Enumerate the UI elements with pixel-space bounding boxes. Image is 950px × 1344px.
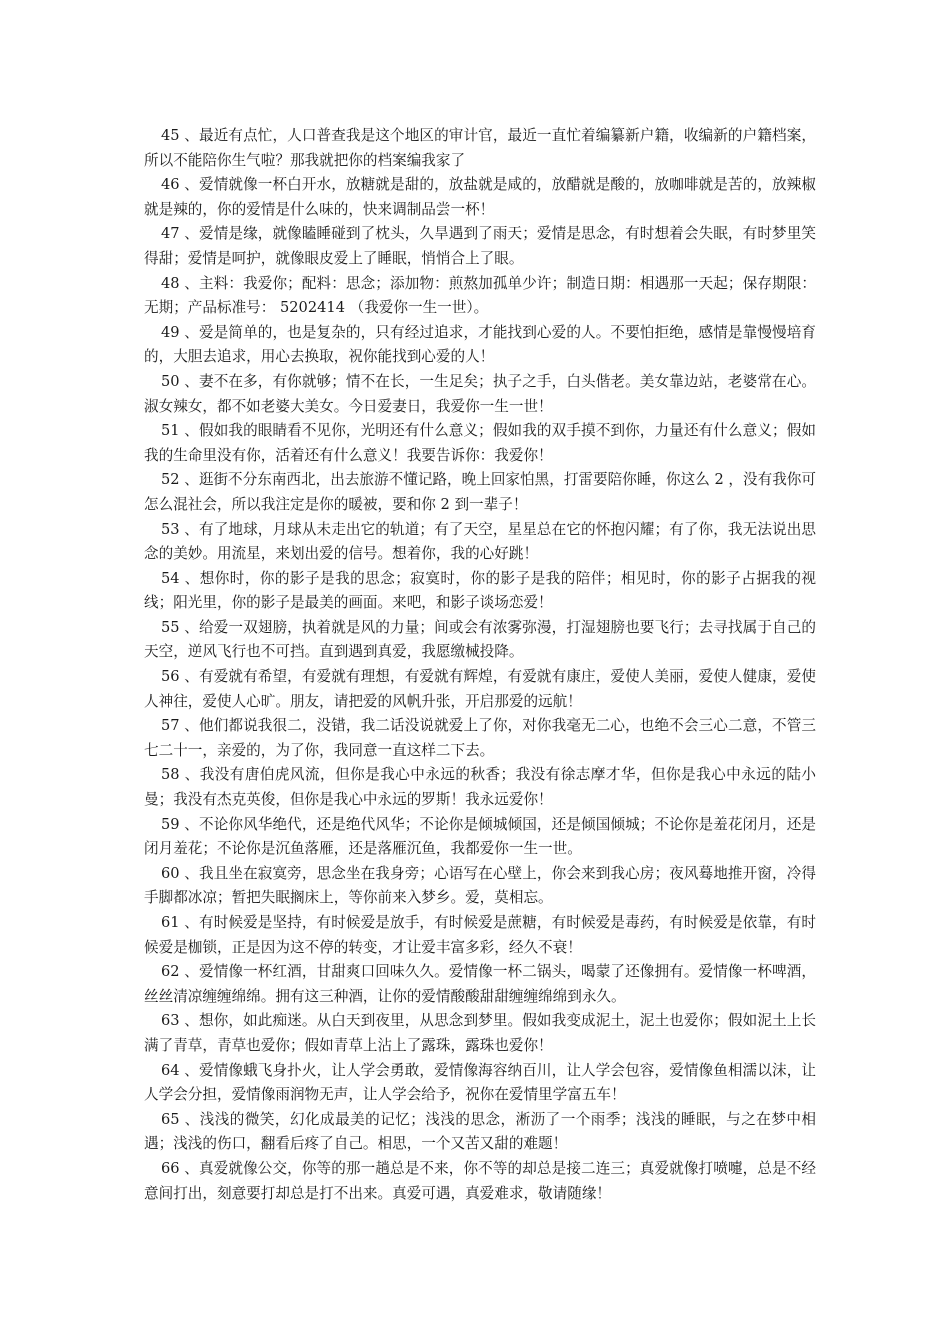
paragraph-55: 55 、给爱一双翅膀，执着就是风的力量；间或会有浓雾弥漫，打湿翅膀也要飞行；去寻找属于自己的天空，逆风飞行也不可挡。直到遇到真爱，我愿缴械投降。 [144,618,816,661]
paragraph-66: 66 、真爱就像公交，你等的那一趟总是不来，你不等的却总是接二连三；真爱就像打喷嚏，总是不经意间打出，刻意要打却总是打不出来。真爱可遇，真爱难求，敬请随缘！ [144,1159,816,1202]
paragraph-54: 54 、想你时，你的影子是我的思念；寂寞时，你的影子是我的陪伴；相见时，你的影子占据我的视线；阳光里，你的影子是最美的画面。来吧，和影子谈场恋爱！ [144,569,816,612]
paragraph-45: 45 、最近有点忙，人口普查我是这个地区的审计官，最近一直忙着编纂新户籍，收编新的户籍档案，所以不能陪你生气啦？那我就把你的档案编我家了 [144,127,816,169]
paragraph-56: 56 、有爱就有希望，有爱就有理想，有爱就有辉煌，有爱就有康庄，爱使人美丽，爱使人健康，爱使人神往，爱使人心旷。朋友，请把爱的风帆升张，开启那爱的远航！ [144,668,816,710]
paragraph-59: 59 、不论你风华绝代，还是绝代风华；不论你是倾城倾国，还是倾国倾城；不论你是羞花闭月，还是闭月羞花；不论你是沉鱼落雁，还是落雁沉鱼，我都爱你一生一世。 [144,815,816,858]
paragraph-48: 48 、主料：我爱你；配料：思念；添加物：煎熬加孤单少许；制造日期：相遇那一天起；保存期限：无期；产品标准号： 5202414 （我爱你一生一世）。 [144,274,816,317]
paragraph-60: 60 、我且坐在寂寞旁，思念坐在我身旁；心语写在心壁上，你会来到我心房；夜风蓦地推开窗，冷得手脚都冰凉；暂把失眠搁床上，等你前来入梦乡。爱，莫相忘。 [144,864,816,907]
paragraph-53: 53 、有了地球，月球从未走出它的轨道；有了天空，星星总在它的怀抱闪耀；有了你，我无法说出思念的美妙。用流星，来划出爱的信号。想着你，我的心好跳！ [144,520,816,563]
paragraph-46: 46 、爱情就像一杯白开水，放糖就是甜的，放盐就是咸的，放醋就是酸的，放咖啡就是苦的，放辣椒就是辣的，你的爱情是什么味的，快来调制品尝一杯！ [144,176,816,218]
paragraph-65: 65 、浅浅的微笑，幻化成最美的记忆；浅浅的思念，淅沥了一个雨季；浅浅的睡眠，与之在梦中相遇；浅浅的伤口，翻看后疼了自己。相思，一个又苦又甜的难题！ [144,1110,816,1153]
paragraph-50: 50 、妻不在多，有你就够；情不在长，一生足矣；执子之手，白头偕老。美女靠边站，老婆常在心。淑女辣女，都不如老婆大美女。今日爱妻日，我爱你一生一世！ [144,372,816,415]
document-body [144,124,816,1206]
paragraph-51: 51 、假如我的眼睛看不见你，光明还有什么意义；假如我的双手摸不到你，力量还有什么意义；假如我的生命里没有你，活着还有什么意义！我要告诉你：我爱你！ [144,422,816,464]
paragraph-63: 63 、想你，如此痴迷。从白天到夜里，从思念到梦里。假如我变成泥土，泥土也爱你；假如泥土上长满了青草，青草也爱你；假如青草上沾上了露珠，露珠也爱你！ [144,1012,816,1054]
paragraph-47: 47 、爱情是缘，就像瞌睡碰到了枕头，久旱遇到了雨天；爱情是思念，有时想着会失眠，有时梦里笑得甜；爱情是呵护，就像眼皮爱上了睡眠，悄悄合上了眼。 [144,225,816,267]
paragraph-57: 57 、他们都说我很二，没错，我二话没说就爱上了你，对你我毫无二心，也绝不会三心二意，不管三七二十一，亲爱的，为了你，我同意一直这样二下去。 [144,717,816,759]
paragraph-49: 49 、爱是简单的，也是复杂的，只有经过追求，才能找到心爱的人。不要怕拒绝，感情是靠慢慢培育的，大胆去追求，用心去换取，祝你能找到心爱的人！ [144,323,816,366]
paragraph-61: 61 、有时候爱是坚持，有时候爱是放手，有时候爱是蔗糖，有时候爱是毒药，有时候爱是依靠，有时候爱是枷锁，正是因为这不停的转变，才让爱丰富多彩，经久不衰！ [144,914,816,956]
paragraph-64: 64 、爱情像蛾飞身扑火，让人学会勇敢，爱情像海容纳百川，让人学会包容，爱情像鱼相濡以沫，让人学会分担，爱情像雨润物无声，让人学会给予，祝你在爱情里学富五车！ [144,1061,816,1104]
paragraph-52: 52 、逛街不分东南西北，出去旅游不懂记路，晚上回家怕黑，打雷要陪你睡，你这么 2 ，没有我你可怎么混社会，所以我注定是你的暖被，要和你 2 到一辈子！ [144,471,816,513]
paragraph-62: 62 、爱情像一杯红酒，甘甜爽口回味久久。爱情像一杯二锅头，喝蒙了还像拥有。爱情像一杯啤酒，丝丝清凉缠缠绵绵。拥有这三种酒，让你的爱情酸酸甜甜缠缠绵绵到永久。 [144,963,816,1005]
paragraph-58: 58 、我没有唐伯虎风流，但你是我心中永远的秋香；我没有徐志摩才华，但你是我心中永远的陆小曼；我没有杰克英俊，但你是我心中永远的罗斯！我永远爱你！ [144,766,816,809]
